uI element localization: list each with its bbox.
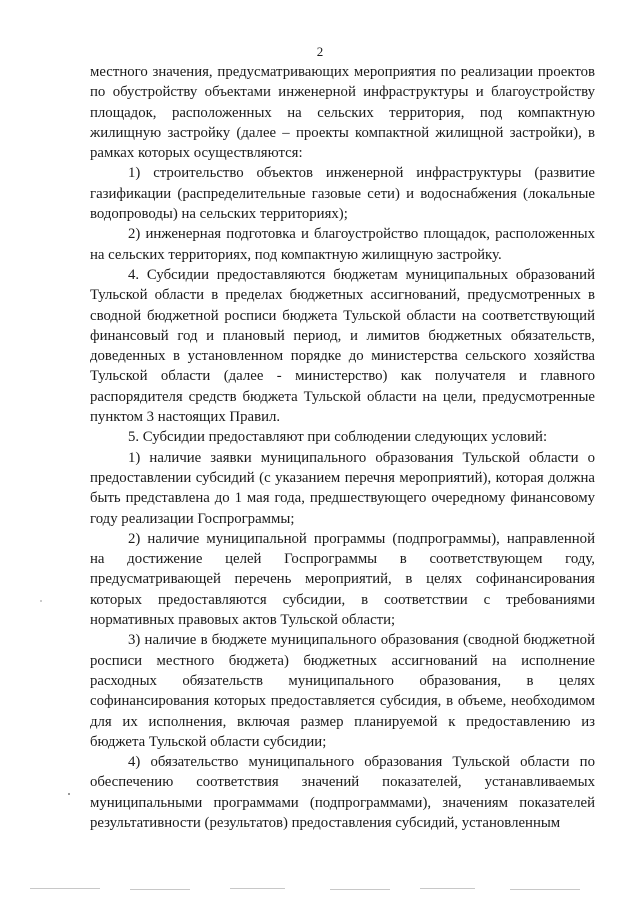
- scan-artifact: [510, 889, 580, 890]
- scan-artifact: [130, 889, 190, 890]
- scan-speck: [68, 793, 70, 795]
- paragraph-condition-1: 1) наличие заявки муниципального образования Тульской области о предоставлении субсидий (с указанием перечня мероприятий), которая должна быть представлена до 1 мая года, предшествующего очередному финансовому году реализации Госпрограммы;: [90, 449, 595, 527]
- paragraph-condition-3: 3) наличие в бюджете муниципального образования (сводной бюджетной росписи местного бюджета) бюджетных ассигнований на исполнение расходных обязательств муниципального образования, в целях софинансирования которых предоставляется субсидия, в объеме, необходимом для их исполнения, включая размер планируемой к предоставлению из бюджета Тульской области субсидии;: [90, 632, 595, 750]
- paragraph-clause-5: 5. Субсидии предоставляют при соблюдении следующих условий:: [128, 429, 548, 446]
- scan-artifact: [330, 889, 390, 890]
- paragraph-clause-4: 4. Субсидии предоставляются бюджетам муниципальных образований Тульской области в пределах бюджетных ассигнований, предусмотренных в сводной бюджетной росписи бюджета Тульской области на соответствующий финансовый год и плановый период, и лимитов бюджетных обязательств, доведенных в установленном порядке до министерства сельского хозяйства Тульской области (далее - министерство) как получателя и главного распорядителя средств бюджета Тульской области на цели, предусмотренные пунктом 3 настоящих Правил.: [90, 266, 595, 426]
- paragraph-item-2: 2) инженерная подготовка и благоустройство площадок, расположенных на сельских территориях, под компактную жилищную застройку.: [90, 226, 595, 263]
- paragraph-condition-2: 2) наличие муниципальной программы (подпрограммы), направленной на достижение целей Госпрограммы в соответствующем году, предусматривающей перечень мероприятий, в целях софинансирования которых предоставляются субсидии, в соответствии с требованиями нормативных правовых актов Тульской области;: [90, 530, 595, 629]
- scan-speck: [40, 600, 42, 602]
- scan-artifact: [420, 888, 475, 889]
- scan-artifact: [230, 888, 285, 889]
- scan-artifact: [30, 888, 100, 889]
- page-number: 2: [316, 44, 324, 59]
- document-body: [90, 62, 595, 833]
- paragraph-item-1: 1) строительство объектов инженерной инфраструктуры (развитие газификации (распределительные газовые сети) и водоснабжения (локальные водопроводы) на сельских территориях);: [90, 165, 595, 223]
- paragraph-condition-4: 4) обязательство муниципального образования Тульской области по обеспечению соответствия значений показателей, устанавливаемых муниципальными программами (подпрограммами), значениям показателей результативности (результатов) предоставления субсидий, установленным: [90, 754, 595, 831]
- paragraph-intro: местного значения, предусматривающих мероприятия по реализации проектов по обустройству объектами инженерной инфраструктуры и благоустройству площадок, расположенных на сельских территория, под компактную жилищную застройку (далее – проекты компактной жилищной застройки), в рамках которых осуществляются:: [90, 64, 595, 162]
